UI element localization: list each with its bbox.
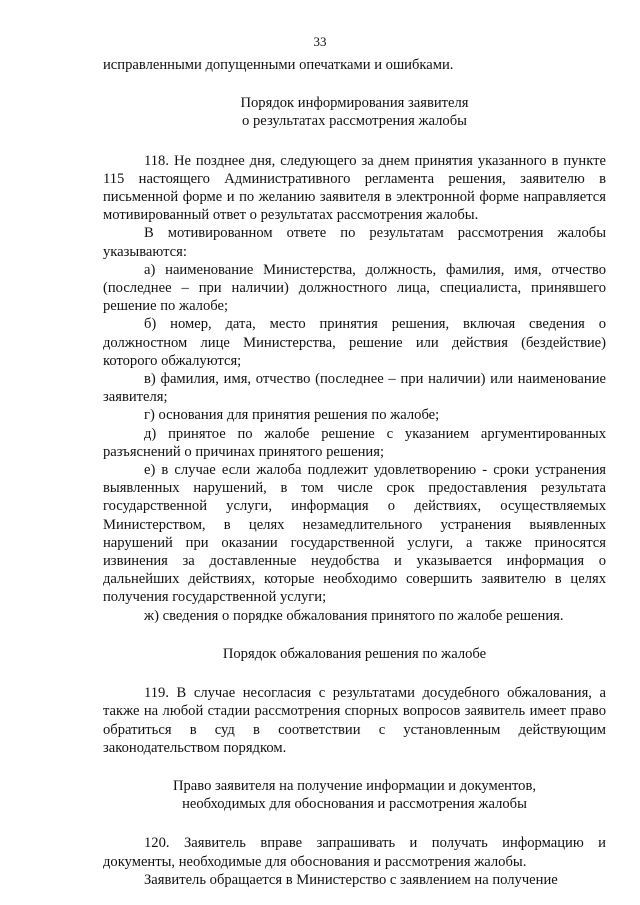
paragraph-120: 120. Заявитель вправе запрашивать и получать информацию и документы, необходимые для обоснования и рассмотрения жалобы. — [103, 835, 606, 870]
heading-line: Право заявителя на получение информации и документов, — [172, 777, 537, 794]
paragraph-answer-contents: В мотивированном ответе по результатам рассмотрения жалобы указываются: — [103, 225, 606, 260]
list-item-b: б) номер, дата, место принятия решения, включая сведения о должностном лице Министерства, решение или действия (бездействие) которого обжалуются; — [103, 316, 606, 369]
section-heading-appeal — [103, 645, 606, 663]
list-item-a: а) наименование Министерства, должность, фамилия, имя, отчество (последнее – при наличии) должностного лица, специалиста, принявшего решение по жалобе; — [103, 261, 606, 315]
list-item-zh: ж) сведения о порядке обжалования принятого по жалобе решения. — [144, 607, 564, 624]
heading-line: о результатах рассмотрения жалобы — [242, 113, 467, 130]
page-number: 33 — [313, 34, 327, 49]
list-item-v: в) фамилия, имя, отчество (последнее – при наличии) или наименование заявителя; — [103, 371, 606, 406]
document-body — [103, 56, 606, 889]
heading-line: Порядок обжалования решения по жалобе — [222, 645, 487, 662]
paragraph-continuation: исправленными допущенными опечатками и ошибками. — [103, 57, 454, 73]
list-item-g: г) основания для принятия решения по жалобе; — [144, 407, 440, 424]
list-item-d: д) принятое по жалобе решение с указанием аргументированных разъяснений о причинах принятого решения; — [103, 425, 606, 460]
list-item-e: е) в случае если жалоба подлежит удовлетворению - сроки устранения выявленных нарушений, в том числе срок предоставления результата государственной услуги, информация о действиях, осуществляемых Министерством, в целях незамедлительного устранения выявленных нарушений при оказании государственной услуги, а также приносятся извинения за доставленные неудобства и указывается информация о дальнейших действиях, которые необходимо совершить заявителю в целях получения государственной услуги; — [103, 462, 606, 606]
heading-line: Порядок информирования заявителя — [240, 95, 469, 112]
heading-line: необходимых для обоснования и рассмотрения жалобы — [182, 796, 527, 813]
paragraph-119: 119. В случае несогласия с результатами досудебного обжалования, а также на любой стадии рассмотрения спорных вопросов заявитель имеет право обратиться в суд в соответствии с установленным действующим законодательством порядком. — [103, 685, 606, 756]
paragraph-118: 118. Не позднее дня, следующего за днем принятия указанного в пункте 115 настоящего Административного регламента решения, заявителю в письменной форме и по желанию заявителя в электронной форме направляется мотивированный ответ о результатах рассмотрения жалобы. — [103, 152, 606, 224]
paragraph-application: Заявитель обращается в Министерство с заявлением на получение — [144, 871, 558, 888]
section-heading-informing — [103, 94, 606, 130]
section-heading-right-to-information — [103, 777, 606, 813]
